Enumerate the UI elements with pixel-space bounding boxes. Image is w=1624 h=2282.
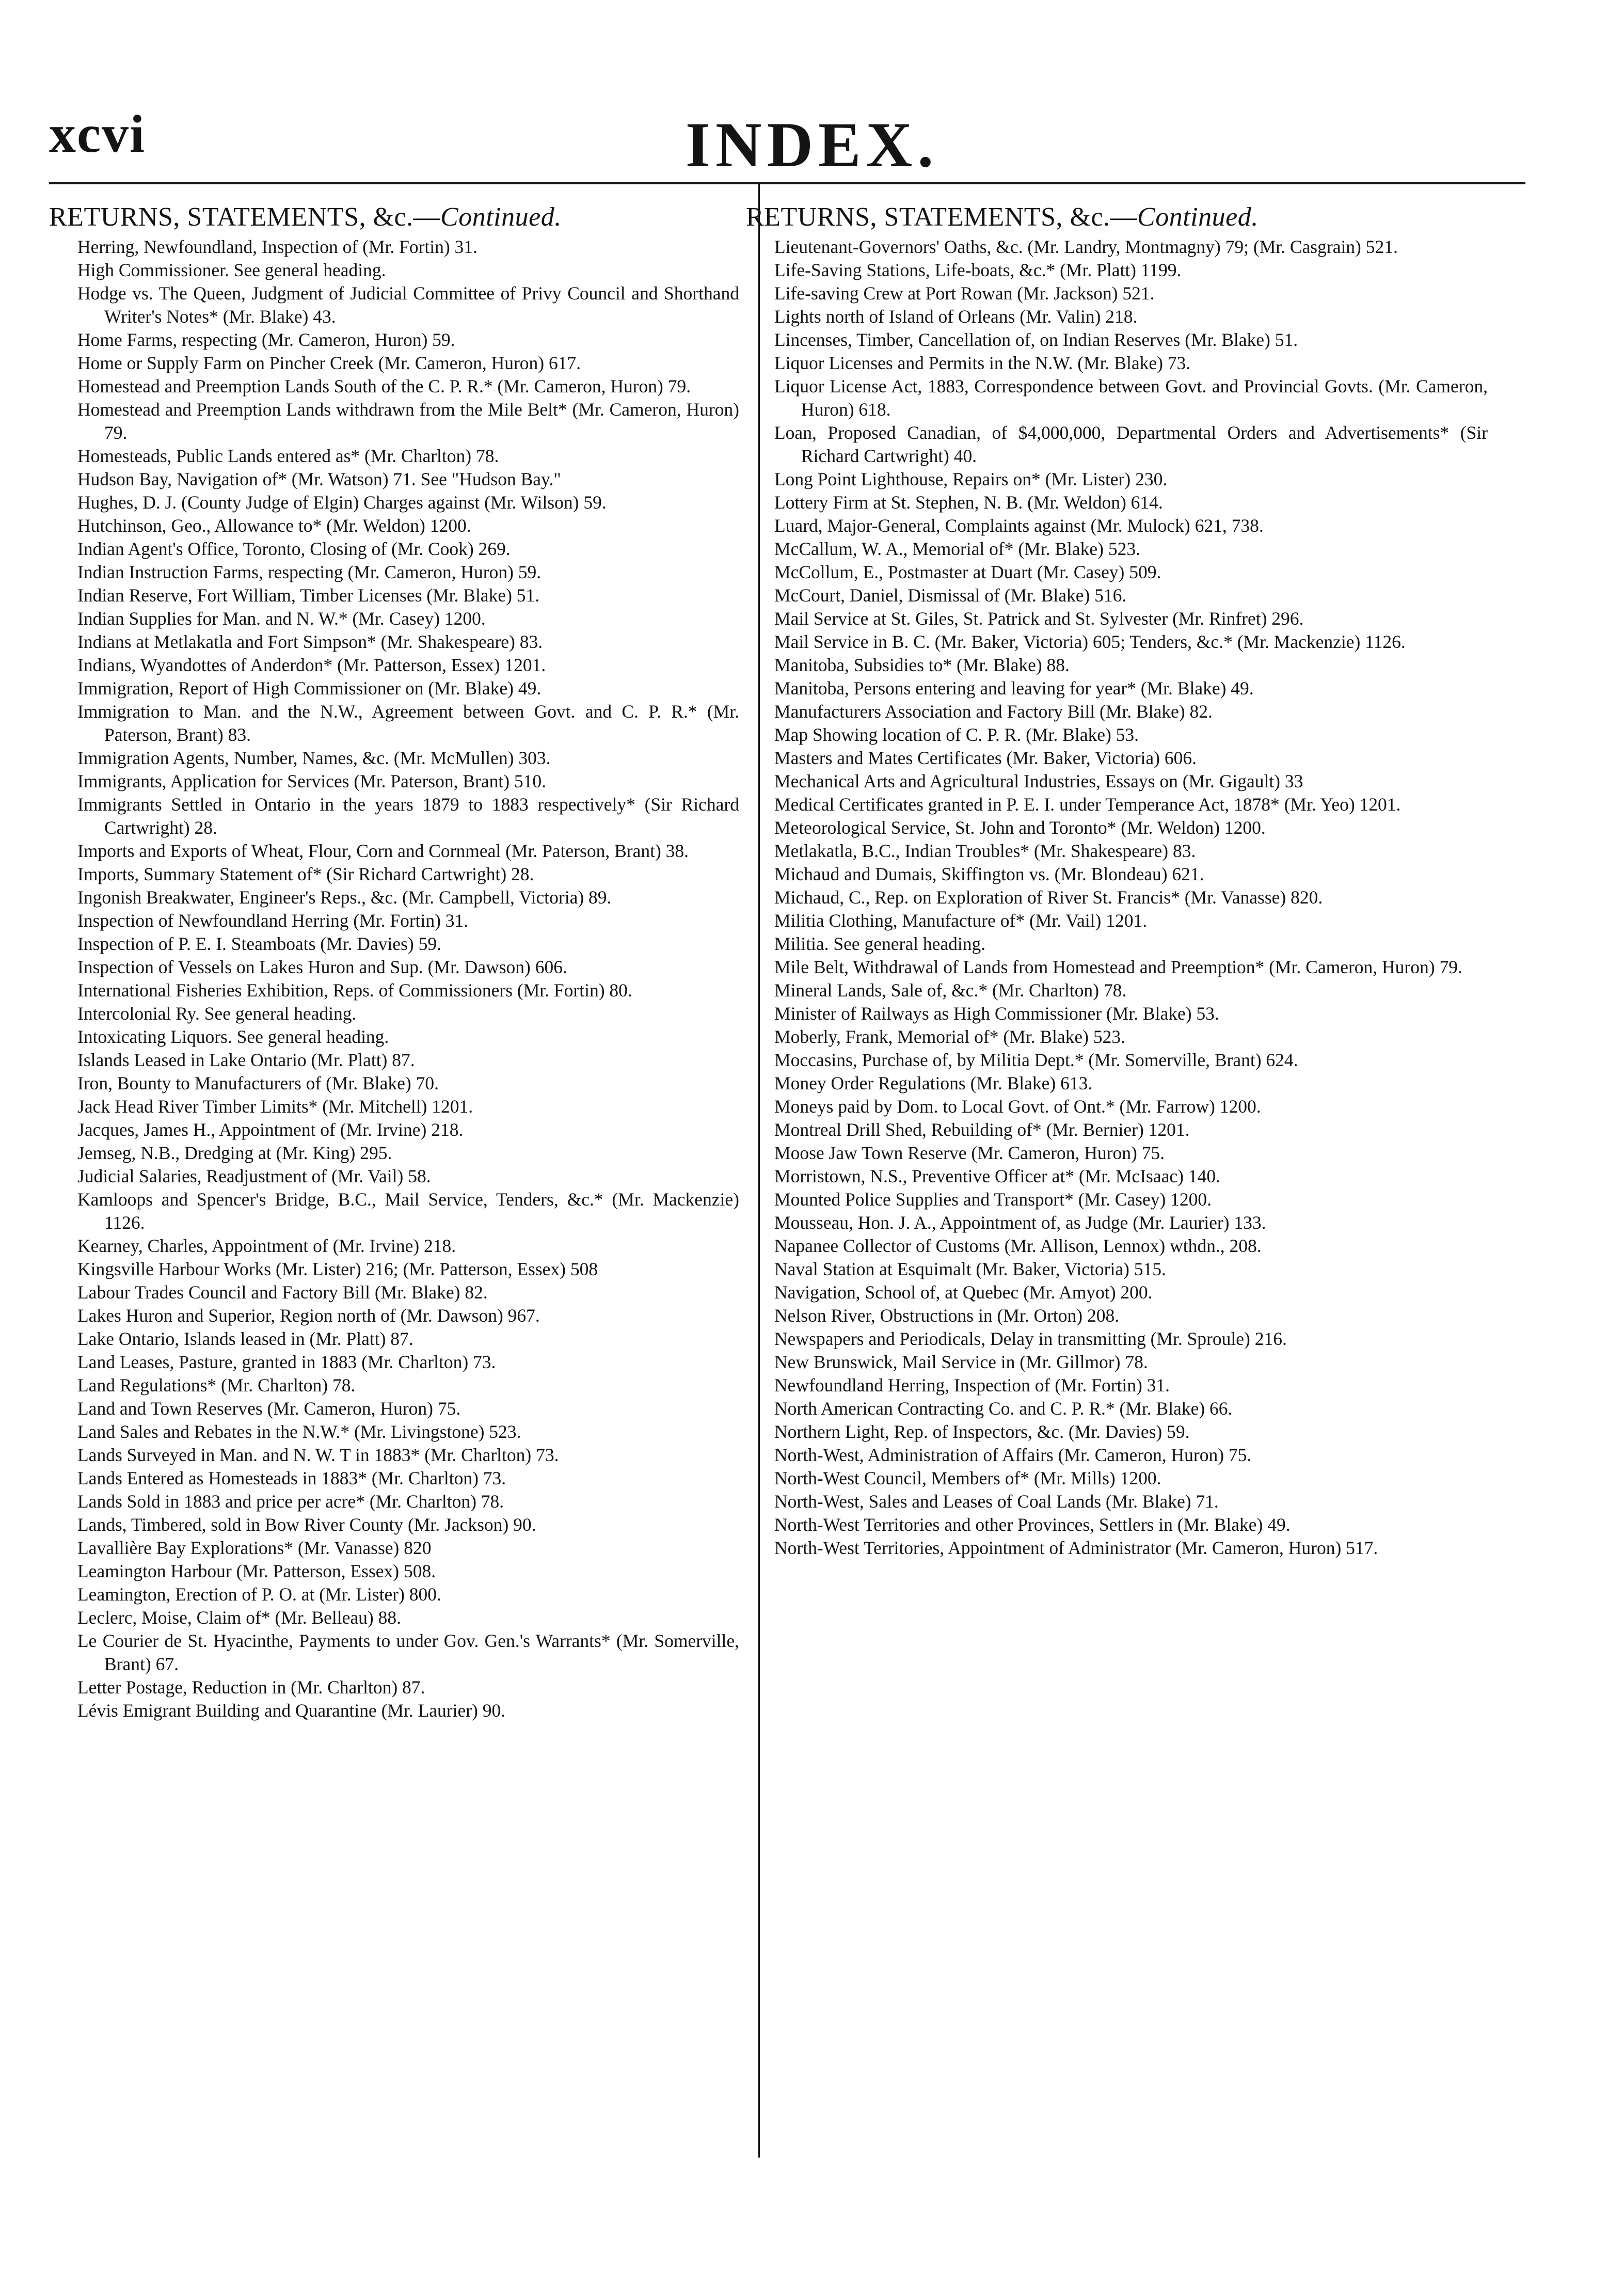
index-entry: Hodge vs. The Queen, Judgment of Judicial Committee of Privy Council and Shorthand Writer's Notes* (Mr. Blake) 43. bbox=[77, 283, 739, 327]
index-entry: North-West, Administration of Affairs (Mr. Cameron, Huron) 75. bbox=[774, 1445, 1252, 1465]
index-entry: McCallum, W. A., Memorial of* (Mr. Blake) 523. bbox=[774, 538, 1140, 559]
index-entry: Militia. See general heading. bbox=[774, 933, 986, 954]
index-entry: Homestead and Preemption Lands withdrawn from the Mile Belt* (Mr. Cameron, Huron) 79. bbox=[77, 399, 739, 443]
index-entry: Leamington, Erection of P. O. at (Mr. Lister) 800. bbox=[77, 1584, 441, 1605]
index-entry: Labour Trades Council and Factory Bill (Mr. Blake) 82. bbox=[77, 1282, 488, 1303]
section-heading-text: RETURNS, STATEMENTS, &c.— bbox=[49, 202, 441, 232]
index-entry: Imports, Summary Statement of* (Sir Richard Cartwright) 28. bbox=[77, 864, 534, 884]
index-entry: Lieutenant-Governors' Oaths, &c. (Mr. Landry, Montmagny) 79; (Mr. Casgrain) 521. bbox=[774, 236, 1398, 257]
index-entry: Life-Saving Stations, Life-boats, &c.* (Mr. Platt) 1199. bbox=[774, 260, 1182, 280]
index-entry: North-West, Sales and Leases of Coal Lands (Mr. Blake) 71. bbox=[774, 1491, 1219, 1512]
index-column-left bbox=[49, 200, 739, 1722]
index-entry: Moose Jaw Town Reserve (Mr. Cameron, Huron) 75. bbox=[774, 1143, 1165, 1163]
index-entry: Indian Agent's Office, Toronto, Closing of (Mr. Cook) 269. bbox=[77, 538, 511, 559]
index-entry: Naval Station at Esquimalt (Mr. Baker, Victoria) 515. bbox=[774, 1259, 1166, 1279]
index-entry: Navigation, School of, at Quebec (Mr. Amyot) 200. bbox=[774, 1282, 1153, 1303]
index-entry: Militia Clothing, Manufacture of* (Mr. Vail) 1201. bbox=[774, 910, 1148, 931]
index-entry: Inspection of Newfoundland Herring (Mr. Fortin) 31. bbox=[77, 910, 469, 931]
index-entry: Liquor Licenses and Permits in the N.W. (Mr. Blake) 73. bbox=[774, 353, 1191, 373]
section-heading bbox=[49, 200, 739, 234]
index-entry: Life-saving Crew at Port Rowan (Mr. Jackson) 521. bbox=[774, 283, 1155, 304]
section-heading-text: RETURNS, STATEMENTS, &c.— bbox=[746, 202, 1138, 232]
index-entry: North-West Council, Members of* (Mr. Mills) 1200. bbox=[774, 1468, 1161, 1488]
index-entry: Loan, Proposed Canadian, of $4,000,000, Departmental Orders and Advertisements* (Sir Richard Cartwright) 40. bbox=[774, 422, 1488, 466]
index-entry: Lands Surveyed in Man. and N. W. T in 1883* (Mr. Charlton) 73. bbox=[77, 1445, 559, 1465]
index-entry: Indian Supplies for Man. and N. W.* (Mr. Casey) 1200. bbox=[77, 608, 486, 629]
index-entry: Jemseg, N.B., Dredging at (Mr. King) 295. bbox=[77, 1143, 392, 1163]
index-entry: Lands Entered as Homesteads in 1883* (Mr. Charlton) 73. bbox=[77, 1468, 506, 1488]
index-entry: Home Farms, respecting (Mr. Cameron, Huron) 59. bbox=[77, 329, 455, 350]
index-entry: Mechanical Arts and Agricultural Industries, Essays on (Mr. Gigault) 33 bbox=[774, 771, 1303, 791]
page-number: xcvi bbox=[49, 104, 146, 164]
index-entry: Land Sales and Rebates in the N.W.* (Mr. Livingstone) 523. bbox=[77, 1421, 521, 1442]
index-entry: Hutchinson, Geo., Allowance to* (Mr. Weldon) 1200. bbox=[77, 515, 471, 536]
index-entry: Imports and Exports of Wheat, Flour, Corn and Cornmeal (Mr. Paterson, Brant) 38. bbox=[77, 841, 689, 861]
index-entry-list bbox=[77, 235, 739, 1722]
index-entry: Nelson River, Obstructions in (Mr. Orton) 208. bbox=[774, 1305, 1120, 1326]
index-entry: Homestead and Preemption Lands South of the C. P. R.* (Mr. Cameron, Huron) 79. bbox=[77, 376, 691, 397]
index-entry: Intoxicating Liquors. See general heading. bbox=[77, 1026, 389, 1047]
index-entry: Indians, Wyandottes of Anderdon* (Mr. Patterson, Essex) 1201. bbox=[77, 655, 546, 675]
index-entry: Immigration to Man. and the N.W., Agreement between Govt. and C. P. R.* (Mr. Paterson, Brant) 83. bbox=[77, 701, 739, 745]
index-entry: Lights north of Island of Orleans (Mr. Valin) 218. bbox=[774, 306, 1138, 327]
index-entry: Michaud, C., Rep. on Exploration of River St. Francis* (Mr. Vanasse) 820. bbox=[774, 887, 1323, 908]
index-entry: Morristown, N.S., Preventive Officer at* (Mr. McIsaac) 140. bbox=[774, 1166, 1220, 1186]
index-entry: North American Contracting Co. and C. P. R.* (Mr. Blake) 66. bbox=[774, 1398, 1233, 1419]
index-entry: Kearney, Charles, Appointment of (Mr. Irvine) 218. bbox=[77, 1235, 456, 1256]
index-entry: Lands Sold in 1883 and price per acre* (Mr. Charlton) 78. bbox=[77, 1491, 504, 1512]
index-entry: Michaud and Dumais, Skiffington vs. (Mr. Blondeau) 621. bbox=[774, 864, 1204, 884]
index-entry: Mousseau, Hon. J. A., Appointment of, as Judge (Mr. Laurier) 133. bbox=[774, 1212, 1266, 1233]
index-entry: Moneys paid by Dom. to Local Govt. of Ont.* (Mr. Farrow) 1200. bbox=[774, 1096, 1261, 1117]
index-entry: High Commissioner. See general heading. bbox=[77, 260, 386, 280]
index-entry: Manitoba, Persons entering and leaving for year* (Mr. Blake) 49. bbox=[774, 678, 1254, 699]
index-entry: McCollum, E., Postmaster at Duart (Mr. Casey) 509. bbox=[774, 562, 1161, 582]
index-entry: Moberly, Frank, Memorial of* (Mr. Blake) 523. bbox=[774, 1026, 1125, 1047]
index-entry: Herring, Newfoundland, Inspection of (Mr. Fortin) 31. bbox=[77, 236, 477, 257]
index-entry: Mail Service in B. C. (Mr. Baker, Victoria) 605; Tenders, &c.* (Mr. Mackenzie) 1126. bbox=[774, 631, 1406, 652]
index-entry: North-West Territories, Appointment of Administrator (Mr. Cameron, Huron) 517. bbox=[774, 1538, 1378, 1558]
index-entry: Jack Head River Timber Limits* (Mr. Mitchell) 1201. bbox=[77, 1096, 473, 1117]
index-entry: Lands, Timbered, sold in Bow River County (Mr. Jackson) 90. bbox=[77, 1514, 536, 1535]
index-entry: Napanee Collector of Customs (Mr. Allison, Lennox) wthdn., 208. bbox=[774, 1235, 1262, 1256]
index-entry: Land Leases, Pasture, granted in 1883 (Mr. Charlton) 73. bbox=[77, 1352, 496, 1372]
index-entry: Mile Belt, Withdrawal of Lands from Homestead and Preemption* (Mr. Cameron, Huron) 79. bbox=[774, 957, 1462, 977]
index-entry: Mail Service at St. Giles, St. Patrick and St. Sylvester (Mr. Rinfret) 296. bbox=[774, 608, 1304, 629]
index-entry: Iron, Bounty to Manufacturers of (Mr. Blake) 70. bbox=[77, 1073, 439, 1094]
index-column-right bbox=[746, 200, 1488, 1560]
section-heading bbox=[746, 200, 1488, 234]
index-entry: North-West Territories and other Provinces, Settlers in (Mr. Blake) 49. bbox=[774, 1514, 1291, 1535]
index-entry: Judicial Salaries, Readjustment of (Mr. Vail) 58. bbox=[77, 1166, 431, 1186]
index-entry: Homesteads, Public Lands entered as* (Mr. Charlton) 78. bbox=[77, 446, 499, 466]
index-entry: Indian Reserve, Fort William, Timber Licenses (Mr. Blake) 51. bbox=[77, 585, 540, 606]
index-entry: Montreal Drill Shed, Rebuilding of* (Mr. Bernier) 1201. bbox=[774, 1119, 1190, 1140]
index-entry: Money Order Regulations (Mr. Blake) 613. bbox=[774, 1073, 1093, 1094]
index-entry: Long Point Lighthouse, Repairs on* (Mr. Lister) 230. bbox=[774, 469, 1168, 489]
index-entry: McCourt, Daniel, Dismissal of (Mr. Blake) 516. bbox=[774, 585, 1127, 606]
index-entry: Liquor License Act, 1883, Correspondence between Govt. and Provincial Govts. (Mr. Cameron, Huron) 618. bbox=[774, 376, 1488, 420]
index-entry: Inspection of Vessels on Lakes Huron and Sup. (Mr. Dawson) 606. bbox=[77, 957, 567, 977]
index-entry: Lottery Firm at St. Stephen, N. B. (Mr. Weldon) 614. bbox=[774, 492, 1163, 513]
index-entry: Lakes Huron and Superior, Region north of (Mr. Dawson) 967. bbox=[77, 1305, 540, 1326]
index-entry: Minister of Railways as High Commissioner (Mr. Blake) 53. bbox=[774, 1003, 1219, 1024]
index-entry: Le Courier de St. Hyacinthe, Payments to under Gov. Gen.'s Warrants* (Mr. Somerville, Brant) 67. bbox=[77, 1630, 739, 1674]
index-entry: Meteorological Service, St. John and Toronto* (Mr. Weldon) 1200. bbox=[774, 817, 1266, 838]
index-entry: Land Regulations* (Mr. Charlton) 78. bbox=[77, 1375, 356, 1396]
index-entry: Hudson Bay, Navigation of* (Mr. Watson) 71. See "Hudson Bay." bbox=[77, 469, 561, 489]
index-entry: Inspection of P. E. I. Steamboats (Mr. Davies) 59. bbox=[77, 933, 441, 954]
index-entry: Luard, Major-General, Complaints against (Mr. Mulock) 621, 738. bbox=[774, 515, 1264, 536]
index-entry: Newfoundland Herring, Inspection of (Mr. Fortin) 31. bbox=[774, 1375, 1170, 1396]
index-entry: New Brunswick, Mail Service in (Mr. Gillmor) 78. bbox=[774, 1352, 1148, 1372]
index-entry: Islands Leased in Lake Ontario (Mr. Platt) 87. bbox=[77, 1050, 415, 1070]
index-entry: Medical Certificates granted in P. E. I. under Temperance Act, 1878* (Mr. Yeo) 1201. bbox=[774, 794, 1401, 815]
index-entry: Immigrants, Application for Services (Mr. Paterson, Brant) 510. bbox=[77, 771, 547, 791]
column-divider bbox=[758, 184, 760, 2158]
index-entry: Mounted Police Supplies and Transport* (Mr. Casey) 1200. bbox=[774, 1189, 1212, 1210]
index-entry: Manitoba, Subsidies to* (Mr. Blake) 88. bbox=[774, 655, 1070, 675]
index-entry: Indians at Metlakatla and Fort Simpson* (Mr. Shakespeare) 83. bbox=[77, 631, 543, 652]
index-entry: Map Showing location of C. P. R. (Mr. Blake) 53. bbox=[774, 724, 1139, 745]
index-entry: Newspapers and Periodicals, Delay in transmitting (Mr. Sproule) 216. bbox=[774, 1328, 1287, 1349]
index-entry: Lavallière Bay Explorations* (Mr. Vanasse) 820 bbox=[77, 1538, 432, 1558]
index-entry: Metlakatla, B.C., Indian Troubles* (Mr. Shakespeare) 83. bbox=[774, 841, 1196, 861]
index-entry: Immigrants Settled in Ontario in the years 1879 to 1883 respectively* (Sir Richard Cartwright) 28. bbox=[77, 794, 739, 838]
index-entry: Immigration Agents, Number, Names, &c. (Mr. McMullen) 303. bbox=[77, 748, 551, 768]
index-entry-list bbox=[774, 235, 1488, 1560]
index-entry: Leamington Harbour (Mr. Patterson, Essex) 508. bbox=[77, 1561, 436, 1581]
header-rule bbox=[49, 182, 1525, 184]
index-entry: Manufacturers Association and Factory Bill (Mr. Blake) 82. bbox=[774, 701, 1213, 722]
page-title: INDEX. bbox=[685, 109, 939, 180]
index-entry: Hughes, D. J. (County Judge of Elgin) Charges against (Mr. Wilson) 59. bbox=[77, 492, 607, 513]
index-entry: Mineral Lands, Sale of, &c.* (Mr. Charlton) 78. bbox=[774, 980, 1127, 1001]
index-entry: Jacques, James H., Appointment of (Mr. Irvine) 218. bbox=[77, 1119, 464, 1140]
index-entry: Kamloops and Spencer's Bridge, B.C., Mail Service, Tenders, &c.* (Mr. Mackenzie) 1126. bbox=[77, 1189, 739, 1233]
index-entry: Letter Postage, Reduction in (Mr. Charlton) 87. bbox=[77, 1677, 425, 1698]
index-entry: Leclerc, Moise, Claim of* (Mr. Belleau) 88. bbox=[77, 1607, 401, 1628]
index-entry: Land and Town Reserves (Mr. Cameron, Huron) 75. bbox=[77, 1398, 461, 1419]
index-entry: International Fisheries Exhibition, Reps. of Commissioners (Mr. Fortin) 80. bbox=[77, 980, 632, 1001]
index-entry: Immigration, Report of High Commissioner on (Mr. Blake) 49. bbox=[77, 678, 542, 699]
index-entry: Intercolonial Ry. See general heading. bbox=[77, 1003, 357, 1024]
section-heading-continued: Continued. bbox=[1137, 202, 1259, 232]
section-heading-continued: Continued. bbox=[440, 202, 562, 232]
index-entry: Lake Ontario, Islands leased in (Mr. Platt) 87. bbox=[77, 1328, 413, 1349]
index-entry: Home or Supply Farm on Pincher Creek (Mr. Cameron, Huron) 617. bbox=[77, 353, 581, 373]
index-entry: Northern Light, Rep. of Inspectors, &c. (Mr. Davies) 59. bbox=[774, 1421, 1190, 1442]
index-entry: Indian Instruction Farms, respecting (Mr. Cameron, Huron) 59. bbox=[77, 562, 542, 582]
index-entry: Masters and Mates Certificates (Mr. Baker, Victoria) 606. bbox=[774, 748, 1197, 768]
index-entry: Lévis Emigrant Building and Quarantine (Mr. Laurier) 90. bbox=[77, 1700, 506, 1721]
index-entry: Moccasins, Purchase of, by Militia Dept.* (Mr. Somerville, Brant) 624. bbox=[774, 1050, 1298, 1070]
index-entry: Lincenses, Timber, Cancellation of, on Indian Reserves (Mr. Blake) 51. bbox=[774, 329, 1298, 350]
index-entry: Ingonish Breakwater, Engineer's Reps., &c. (Mr. Campbell, Victoria) 89. bbox=[77, 887, 612, 908]
index-entry: Kingsville Harbour Works (Mr. Lister) 216; (Mr. Patterson, Essex) 508 bbox=[77, 1259, 598, 1279]
